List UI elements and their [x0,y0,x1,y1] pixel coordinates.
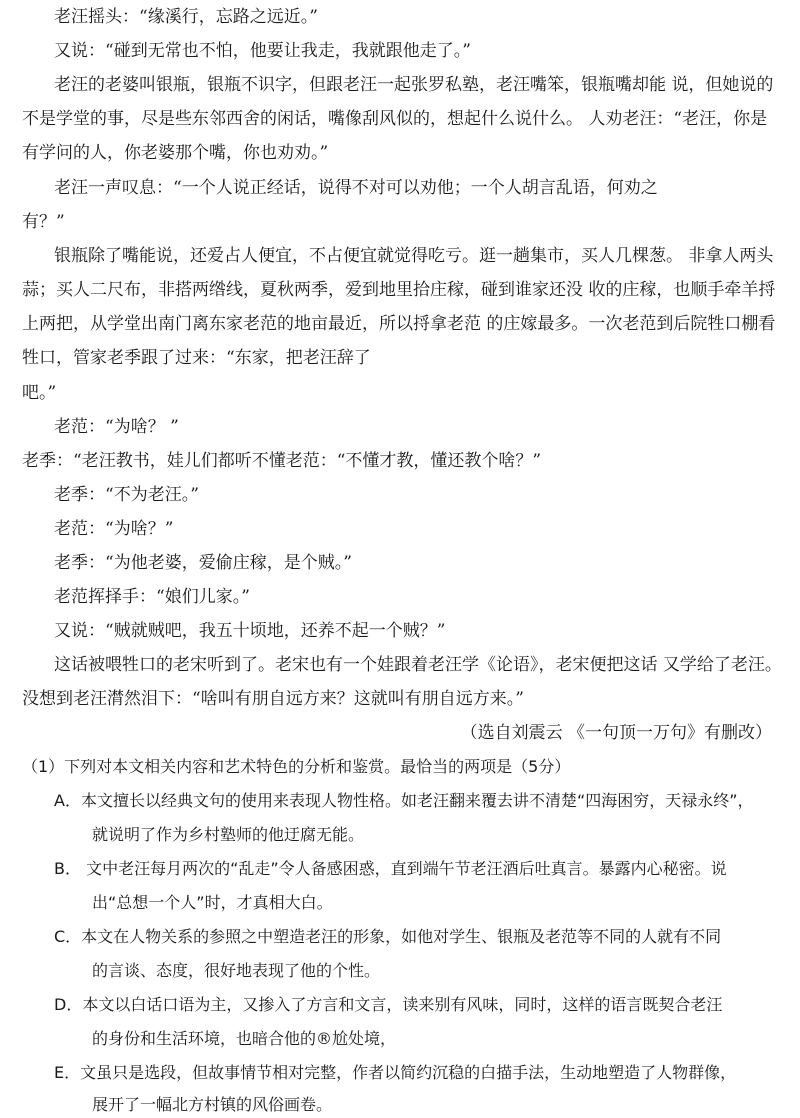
option-b-cont: 出“总想一个人”时，才真相大白。 [92,893,333,912]
option-a-cont: 就说明了作为乡村塾师的他迂腐无能。 [92,825,365,844]
text-line: 老季：“不为老汪。” [54,485,199,505]
text-line: 老汪一声叹息：“一个人说正经话，说得不对可以劝他；一个人胡言乱语，何劝之 [54,178,658,198]
text-line: 蒜；买人二尺布，非搭两绺线，夏秋两季，爱到地里拾庄稼，碰到谁家还没 收的庄稼，也顺手牵羊捋 [22,280,776,300]
option-d-cont: 的身份和生活环境，也暗合他的®尬处境， [92,1029,397,1048]
text-line: 老范挥择手：“娘们儿家。” [54,587,250,607]
option-a: A．本文擅长以经典文句的使用来表现人物性格。如老汪翻来覆去讲不清楚“四海困穷，天禄永终”， [54,791,754,810]
option-c-cont: 的言谈、态度，很好地表现了他的个性。 [92,961,381,980]
text-line: 老季：“老汪教书，娃儿们都听不懂老范：“不懂才教，懂还教个啥？” [22,451,542,471]
text-line: 有学问的人，你老婆那个嘴，你也劝劝。” [22,143,329,163]
text-line: 吧。” [22,383,57,403]
text-line: 老范：“为啥？ ” [54,417,179,437]
question-stem: （1）下列对本文相关内容和艺术特色的分析和鉴赏。最恰当的两项是（5分） [22,757,571,776]
text-line: 这话被喂牲口的老宋听到了。老宋也有一个娃跟着老汪学《论语》，老宋便把这话 又学给了老汪。 [54,655,782,675]
option-e-cont: 展开了一幅北方村镇的风俗画卷。 [92,1095,333,1114]
text-line: 牲口，管家老季跟了过来：“东家，把老汪辞了 [22,348,371,368]
text-line: 不是学堂的事，尽是些东邻西舍的闲话，嘴像刮风似的，想起什么说什么。 人劝老汪：“老汪，你是 [22,109,768,129]
option-e: E．文虽只是选段，但故事情节相对完整，作者以简约沉稳的白描手法，生动地塑造了人物群像， [54,1063,737,1082]
text-line: 银瓶除了嘴能说，还爱占人便宜，不占便宜就觉得吃亏。逛一趟集市，买人几棵葱。 非拿人两头 [54,246,774,266]
option-b: B． 文中老汪每月两次的“乱走”令人备感困惑，直到端午节老汪酒后吐真言。暴露内心秘密。说 [54,859,727,878]
text-line: 没想到老汪潸然泪下：“啥叫有朋自远方来？这就叫有朋自远方来。” [22,689,524,709]
text-line: 老季：“为他老婆，爱偷庄稼，是个贼。” [54,553,352,573]
option-d: D．本文以白话口语为主，又掺入了方言和文言，读来别有风味，同时，这样的语言既契合老汪 [54,995,723,1014]
text-line: 老汪摇头：“缘溪行，忘路之远近。” [54,7,318,27]
text-line: 老汪的老婆叫银瓶，银瓶不识字，但跟老汪一起张罗私塾，老汪嘴笨，银瓶嘴却能 说，但她说的 [54,75,774,95]
option-c: C．本文在人物关系的参照之中塑造老汪的形象，如他对学生、银瓶及老范等不同的人就有不同 [54,927,722,946]
text-line: 有？” [22,212,65,232]
text-line: 老范：“为啥？” [54,519,174,539]
text-line: 又说：“贼就贼吧，我五十顷地，还养不起一个贼？” [54,621,446,641]
text-line: 又说：“碰到无常也不怕，他要让我走，我就跟他走了。” [54,41,471,61]
source-citation: （选自刘震云 《一句顶一万句》有删改） [460,723,772,743]
text-line: 上两把，从学堂出南门离东家老范的地亩最近，所以捋拿老范 的庄嫁最多。一次老范到后院牲口棚看 [22,314,776,334]
